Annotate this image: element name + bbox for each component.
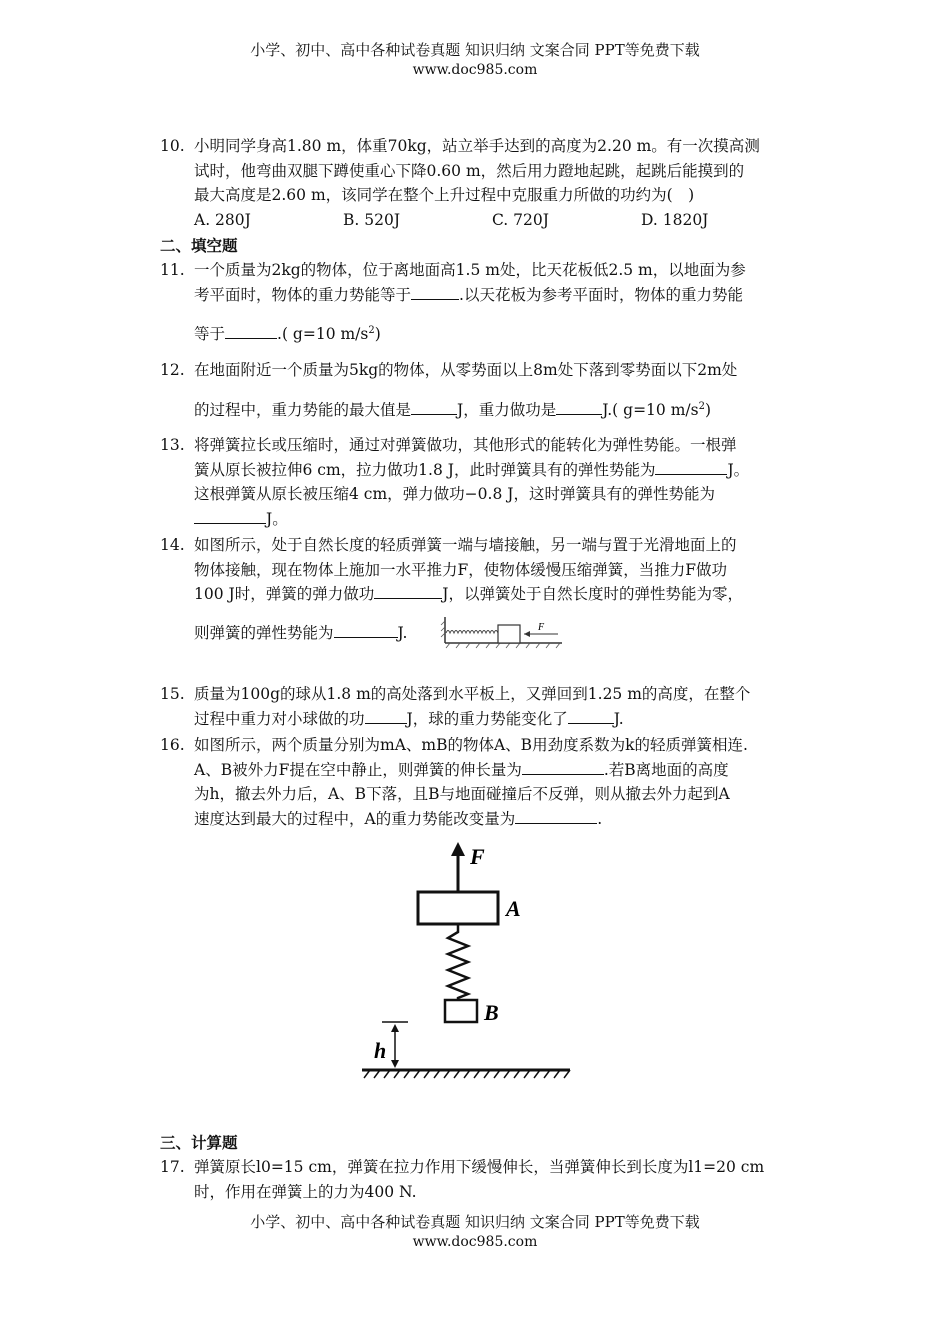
- option-b: B. 520J: [343, 210, 401, 229]
- q11-text: ): [374, 325, 381, 344]
- q10-line-3: 最大高度是2.60 m，该同学在整个上升过程中克服重力所做的功约为( ): [194, 186, 695, 204]
- block-a-label: A: [506, 896, 521, 921]
- q13-line-1: 将弹簧拉长或压缩时，通过对弹簧做功，其他形式的能转化为弹性势能。一根弹: [194, 436, 737, 454]
- q16-text: .若B离地面的高度: [603, 760, 729, 779]
- two-block-spring-figure: [360, 840, 575, 1085]
- section-title-fill-in: 二、填空题: [160, 237, 238, 255]
- answer-blank: [411, 285, 459, 300]
- option-a: A. 280J: [194, 210, 251, 229]
- question-10: [160, 134, 790, 232]
- force-label: F: [470, 844, 485, 869]
- q11-text: 等于: [194, 325, 226, 344]
- q11-line-3: [194, 319, 790, 347]
- footer-url: www.doc985.com: [412, 1234, 538, 1250]
- q14-text: J，以弹簧处于自然长度时的弹性势能为零，: [442, 585, 743, 603]
- answer-blank: [655, 460, 727, 475]
- answer-blank: [411, 400, 457, 415]
- spring-coil: [446, 631, 498, 634]
- q14-text: J.: [397, 623, 408, 642]
- superscript: 2: [698, 400, 705, 412]
- question-number: 16.: [160, 736, 185, 754]
- question-number: 10.: [160, 137, 185, 155]
- q13-line-2: [194, 458, 790, 483]
- option-d: D. 1820J: [641, 210, 709, 229]
- q14-line-1: 如图所示，处于自然长度的轻质弹簧一端与墙接触，另一端与置于光滑地面上的: [194, 536, 737, 554]
- q12-text: ): [704, 400, 712, 419]
- question-12: [160, 358, 790, 422]
- question-number: 14.: [160, 536, 185, 554]
- q10-line-2: 试时，他弯曲双腿下蹲使重心下降0.60 m，然后用力蹬地起跳，起跳后能摸到的: [194, 161, 745, 180]
- question-number: 17.: [160, 1158, 185, 1176]
- q10-line-1: 小明同学身高1.80 m，体重70kg，站立举手达到的高度为2.20 m。有一次摸高测: [194, 137, 760, 155]
- block: [498, 625, 520, 643]
- q12-line-1: 在地面附近一个质量为5kg的物体，从零势面以上8m处下落到零势面以下2m处: [194, 361, 738, 379]
- q16-line-3: 为h，撤去外力后，A、B下落，且B与地面碰撞后不反弹，则从撤去外力起到A: [194, 785, 730, 803]
- block-b: [445, 1000, 477, 1022]
- header-line-1: 小学、初中、高中各种试卷真题 知识归纳 文案合同 PPT等免费下载: [250, 41, 700, 59]
- q14-line-3: [194, 582, 790, 607]
- q11-text: .以天花板为参考平面时，物体的重力势能: [459, 285, 743, 304]
- arrow-head: [391, 1060, 399, 1068]
- question-17: [160, 1155, 790, 1204]
- page-footer: [0, 1212, 950, 1252]
- q15-text: J.: [613, 709, 624, 728]
- question-number: 11.: [160, 261, 185, 279]
- block-b-label: B: [484, 1000, 499, 1025]
- q12-text: J.( g=10 m/s: [602, 400, 699, 419]
- q11-line-1: 一个质量为2kg的物体，位于离地面高1.5 m处，比天花板低2.5 m，以地面为参: [194, 261, 746, 279]
- answer-blank: [365, 709, 407, 724]
- q16-line-1: 如图所示，两个质量分别为mA、mB的物体A、B用劲度系数为k的轻质弹簧相连.: [194, 736, 748, 754]
- q15-text: J，球的重力势能变化了: [406, 709, 568, 728]
- height-label: h: [374, 1038, 387, 1063]
- section-title-calculation: 三、计算题: [160, 1134, 238, 1152]
- q14-line-2: 物体接触，现在物体上施加一水平推力F，使物体缓慢压缩弹簧，当推力F做功: [194, 560, 728, 579]
- spring-block-figure: [440, 615, 565, 651]
- q15-text: 过程中重力对小球做的功: [194, 709, 365, 728]
- header-url: www.doc985.com: [412, 62, 538, 78]
- block-a: [418, 892, 498, 924]
- q13-text: J。: [266, 509, 288, 528]
- q13-text: J。: [727, 460, 750, 479]
- q11-text: 考平面时，物体的重力势能等于: [194, 285, 412, 304]
- answer-blank: [515, 809, 597, 824]
- spring: [448, 924, 468, 1000]
- option-c: C. 720J: [492, 210, 549, 229]
- answer-blank: [568, 709, 614, 724]
- question-15: [160, 682, 790, 731]
- page-header: [0, 40, 950, 80]
- q16-text: .: [597, 809, 603, 828]
- answer-blank: [556, 400, 602, 415]
- answer-blank: [225, 324, 277, 339]
- answer-blank: [374, 584, 442, 599]
- q15-line-2: [194, 707, 790, 732]
- arrow-head: [524, 631, 530, 637]
- superscript: 2: [368, 325, 375, 336]
- footer-line-1: 小学、初中、高中各种试卷真题 知识归纳 文案合同 PPT等免费下载: [250, 1213, 700, 1231]
- question-13: [160, 433, 790, 531]
- question-11: [160, 258, 790, 347]
- q17-line-1: 弹簧原长l0=15 cm，弹簧在拉力作用下缓慢伸长，当弹簧伸长到长度为l1=20 cm: [194, 1158, 765, 1176]
- answer-blank: [194, 509, 266, 524]
- q14-text: 则弹簧的弹性势能为: [194, 623, 334, 642]
- q11-line-2: [194, 283, 790, 308]
- answer-blank: [522, 760, 604, 775]
- q14-text: 100 J时，弹簧的弹力做功: [194, 585, 375, 603]
- question-number: 12.: [160, 361, 185, 379]
- q16-text: 速度达到最大的过程中，A的重力势能改变量为: [194, 809, 516, 828]
- q16-line-4: [194, 807, 790, 832]
- q12-line-2: [194, 395, 790, 423]
- q16-line-2: [194, 758, 790, 783]
- force-label: F: [538, 622, 545, 633]
- q12-text: J，重力做功是: [457, 400, 557, 419]
- q13-line-4: [194, 507, 790, 532]
- answer-blank: [334, 623, 398, 638]
- q13-text: 簧从原长被拉伸6 cm，拉力做功1.8 J，此时弹簧具有的弹性势能为: [194, 460, 656, 479]
- q17-line-2: 时，作用在弹簧上的力为400 N.: [194, 1182, 417, 1201]
- question-16: [160, 733, 790, 831]
- question-number: 13.: [160, 436, 185, 454]
- arrow-head: [451, 842, 465, 856]
- q15-line-1: 质量为100g的球从1.8 m的高处落到水平板上，又弹回到1.25 m的高度，在整个: [194, 685, 751, 703]
- q11-text: .( g=10 m/s: [277, 325, 369, 344]
- question-number: 15.: [160, 685, 185, 703]
- q16-text: A、B被外力F提在空中静止，则弹簧的伸长量为: [194, 760, 522, 779]
- q13-line-3: 这根弹簧从原长被压缩4 cm，弹力做功−0.8 J，这时弹簧具有的弹性势能为: [194, 485, 715, 503]
- q10-options: [194, 208, 790, 233]
- q12-text: 的过程中，重力势能的最大值是: [194, 400, 412, 419]
- arrow-head: [391, 1024, 399, 1032]
